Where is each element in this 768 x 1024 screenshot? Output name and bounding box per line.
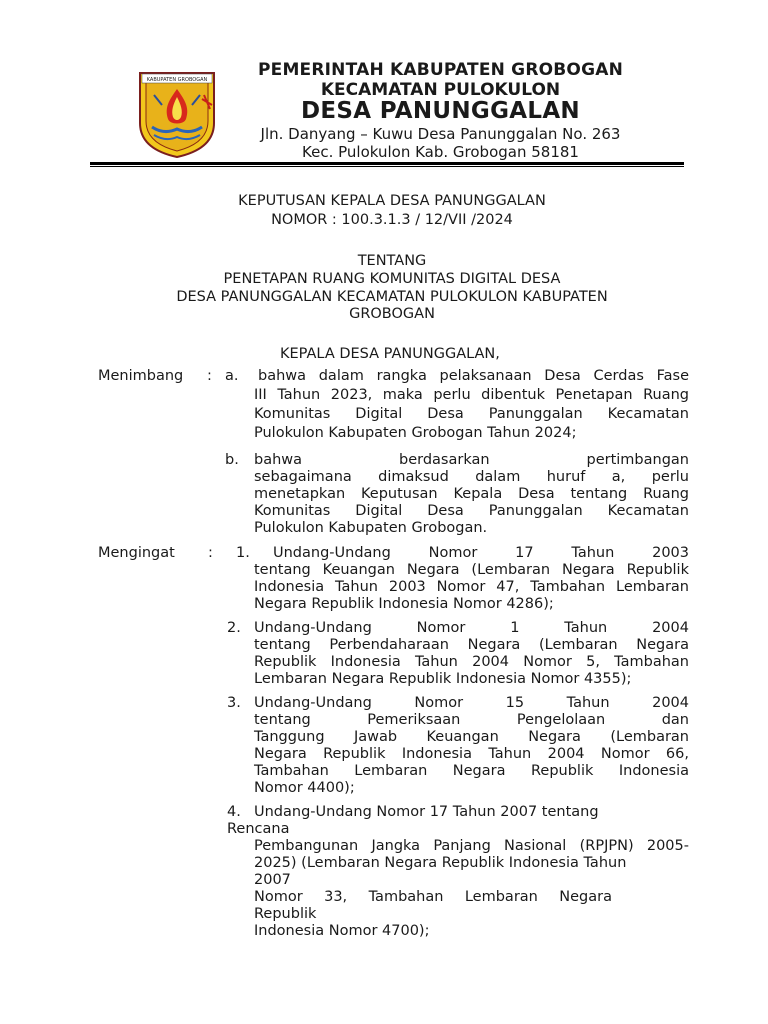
menimbang-b-line: Pulokulon Kabupaten Grobogan. [254,520,488,536]
mengingat-2-line: Undang-Undang Nomor 1 Tahun 2004 [254,620,689,636]
mengingat-4-marker: 4. [227,804,241,820]
letterhead-line-district: KECAMATAN PULOKULON [320,80,561,100]
menimbang-a-line: bahwa dalam rangka pelaksanaan Desa Cerdas Fase [258,368,689,384]
regency-emblem-logo [132,65,222,160]
decree-number: NOMOR : 100.3.1.3 / 12/VII /2024 [271,212,513,228]
menimbang-a-line: III Tahun 2023, maka perlu dibentuk Penetapan Ruang [254,387,689,403]
decree-subject-line-2: DESA PANUNGGALAN KECAMATAN PULOKULON KABUPATEN [176,289,608,305]
letterhead-rule-thin [90,166,684,167]
mengingat-2-marker: 2. [227,620,241,636]
mengingat-3-line: Tanggung Jawab Keuangan Negara (Lembaran [254,729,689,745]
mengingat-1-line: Undang-Undang Nomor 17 Tahun 2003 [273,545,689,561]
mengingat-4-line: 2025) (Lembaran Negara Republik Indonesia Tahun [254,855,627,871]
letterhead-line-village: DESA PANUNGGALAN [301,98,580,124]
mengingat-4-line: 2007 [254,872,291,888]
letterhead-line-government: PEMERINTAH KABUPATEN GROBOGAN [257,60,624,80]
mengingat-2-line: tentang Perbendaharaan Negara (Lembaran Negara [254,637,689,653]
mengingat-4-line: Republik [254,906,317,922]
logo-lettering: KABUPATEN GROBOGAN [146,77,208,83]
decree-subject-line-3: GROBOGAN [349,306,435,322]
mengingat-1-line: tentang Keuangan Negara (Lembaran Negara Republik [254,562,689,578]
menimbang-b-line: menetapkan Keputusan Kepala Desa tentang Ruang [254,486,689,502]
mengingat-1-marker: 1. [236,545,250,561]
letterhead-address-street: Jln. Danyang – Kuwu Desa Panunggalan No. 263 [260,125,621,143]
menimbang-b-line: bahwa berdasarkan pertimbangan [254,452,689,468]
menimbang-b-line: sebagaimana dimaksud dalam huruf a, perlu [254,469,689,485]
mengingat-3-line: Tambahan Lembaran Negara Republik Indonesia [254,763,689,779]
mengingat-4-line: Pembangunan Jangka Panjang Nasional (RPJPN) 2005- [254,838,689,854]
letterhead-address-city: Kec. Pulokulon Kab. Grobogan 58181 [302,143,579,161]
menimbang-colon: : [207,368,212,384]
mengingat-2-line: Lembaran Negara Republik Indonesia Nomor 4355); [254,671,632,687]
menimbang-a-marker: a. [225,368,239,384]
decree-title: KEPUTUSAN KEPALA DESA PANUNGGALAN [238,193,546,209]
mengingat-3-line: Undang-Undang Nomor 15 Tahun 2004 [254,695,689,711]
mengingat-3-marker: 3. [227,695,241,711]
decree-about: TENTANG [357,253,427,269]
mengingat-2-line: Republik Indonesia Tahun 2004 Nomor 5, Tambahan [254,654,689,670]
mengingat-4-line: Undang-Undang Nomor 17 Tahun 2007 tentang [254,804,599,820]
mengingat-4-line: Nomor 33, Tambahan Lembaran Negara [254,889,612,905]
menimbang-a-line: Komunitas Digital Desa Panunggalan Kecamatan [254,406,689,422]
letterhead-rule-thick [90,162,684,165]
menimbang-b-marker: b. [225,452,239,468]
mengingat-3-line: Nomor 4400); [254,780,355,796]
mengingat-1-line: Negara Republik Indonesia Nomor 4286); [254,596,554,612]
mengingat-1-line: Indonesia Tahun 2003 Nomor 47, Tambahan Lembaran [254,579,689,595]
mengingat-4-line: Rencana [227,821,290,837]
mengingat-3-line: tentang Pemeriksaan Pengelolaan dan [254,712,689,728]
menimbang-label: Menimbang [98,368,184,384]
mengingat-label: Mengingat [98,545,175,561]
mengingat-3-line: Negara Republik Indonesia Tahun 2004 Nomor 66, [254,746,689,762]
menimbang-b-line: Komunitas Digital Desa Panunggalan Kecamatan [254,503,689,519]
mengingat-4-line: Indonesia Nomor 4700); [254,923,430,939]
menimbang-a-line: Pulokulon Kabupaten Grobogan Tahun 2024; [254,425,577,441]
decree-subject-line-1: PENETAPAN RUANG KOMUNITAS DIGITAL DESA [223,271,561,287]
official-title: KEPALA DESA PANUNGGALAN, [280,346,500,362]
mengingat-colon: : [208,545,213,561]
